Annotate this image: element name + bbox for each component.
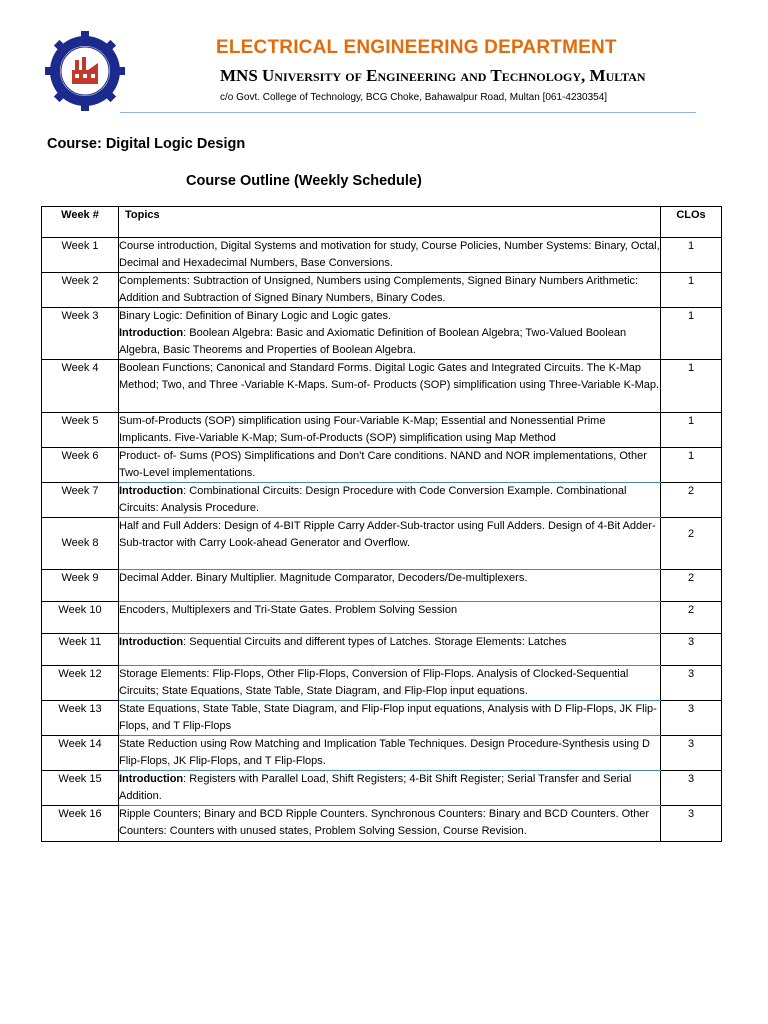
topics-cell [119,634,661,666]
introduction-label: Introduction [119,773,184,785]
topics-cell [119,736,661,771]
topics-text [119,602,660,619]
topics-cell [119,701,661,736]
topics-cell [119,602,661,634]
table-row [42,634,722,666]
topics-description: Ripple Counters; Binary and BCD Ripple Counters. Synchronous Counters: Binary and BCD Counters. Other Counters: Counters with unused states, Problem Solving Session, Course Revision. [119,808,650,837]
topics-text [119,308,660,325]
topics-description: Sum-of-Products (SOP) simplification using Four-Variable K-Map; Essential and Nonessential Prime Implicants. Five-Variable K-Map; Sum-of-Products (SOP) simplification using Map Method [119,415,606,444]
header-divider [120,112,696,113]
table-row [42,308,722,360]
header-week: Week # [42,207,119,238]
table-row [42,736,722,771]
clo-cell: 3 [661,666,722,701]
table-row [42,518,722,570]
week-cell: Week 9 [42,570,119,602]
topics-text [119,806,660,840]
clo-cell: 3 [661,701,722,736]
topics-description: : Sequential Circuits and different types of Latches. Storage Elements: Latches [183,636,567,648]
topics-description: Binary Logic: Definition of Binary Logic and Logic gates. [119,310,392,322]
topics-cell [119,360,661,413]
address-line: c/o Govt. College of Technology, BCG Choke, Bahawalpur Road, Multan [061-4230354] [220,92,608,103]
topics-cell [119,448,661,483]
topics-text [119,413,660,447]
table-row [42,666,722,701]
clo-cell: 3 [661,771,722,806]
header-clos: CLOs [661,207,722,238]
topics-description: Product- of- Sums (POS) Simplifications and Don't Care conditions. NAND and NOR implementations, Other Two-Level implementations. [119,450,647,479]
topics-text [119,666,660,700]
topics-description: : Registers with Parallel Load, Shift Registers; 4-Bit Shift Register; Serial Transfer and Serial Addition. [119,773,632,802]
clo-cell: 2 [661,518,722,570]
topics-cell [119,238,661,273]
table-row [42,448,722,483]
topics-text [119,701,660,735]
week-cell: Week 12 [42,666,119,701]
university-seal-icon [44,30,126,112]
clo-cell: 2 [661,483,722,518]
clo-cell: 1 [661,273,722,308]
topics-description: Encoders, Multiplexers and Tri-State Gates. Problem Solving Session [119,604,458,616]
clo-cell: 3 [661,736,722,771]
table-row [42,413,722,448]
week-cell: Week 11 [42,634,119,666]
table-row [42,771,722,806]
topics-cell [119,806,661,842]
table-header-row [42,207,722,238]
topics-text [119,273,660,307]
clo-cell: 1 [661,360,722,413]
clo-cell: 1 [661,238,722,273]
table-row [42,806,722,842]
topics-cell [119,518,661,570]
topics-description: Complements: Subtraction of Unsigned, Numbers using Complements, Signed Binary Numbers Arithmetic: Addition and Subtraction of Signed Binary Numbers, Binary Codes. [119,275,639,304]
topics-cell [119,273,661,308]
table-row [42,570,722,602]
table-row [42,701,722,736]
clo-cell: 2 [661,602,722,634]
clo-cell: 2 [661,570,722,602]
topics-description: : Boolean Algebra: Basic and Axiomatic Definition of Boolean Algebra; Two-Valued Boolean Algebra, Basic Theorems and Properties of Boolean Algebra. [119,327,627,356]
introduction-label: Introduction [119,327,184,339]
table-row [42,273,722,308]
week-cell: Week 4 [42,360,119,413]
week-cell: Week 1 [42,238,119,273]
course-title: Course: Digital Logic Design [47,136,246,152]
table-row [42,360,722,413]
topics-description: Half and Full Adders: Design of 4-BIT Ripple Carry Adder-Sub-tractor using Full Adders. Design of 4-Bit Adder-Sub-tractor with Carry Look-ahead Generator and Overflow. [119,520,656,549]
clo-cell: 3 [661,806,722,842]
week-cell: Week 14 [42,736,119,771]
week-cell: Week 3 [42,308,119,360]
topics-text [119,736,660,770]
week-cell: Week 7 [42,483,119,518]
clo-cell: 1 [661,448,722,483]
week-cell: Week 13 [42,701,119,736]
topics-text [119,483,660,517]
university-name: MNS University of Engineering and Technology, Multan [220,66,646,85]
week-cell: Week 15 [42,771,119,806]
topics-cell [119,570,661,602]
topics-text [119,448,660,482]
clo-cell: 1 [661,413,722,448]
department-title: ELECTRICAL ENGINEERING DEPARTMENT [216,37,617,58]
topics-text [119,238,660,272]
topics-text-continued [119,325,660,359]
topics-cell [119,666,661,701]
week-cell: Week 8 [42,518,119,570]
topics-cell [119,771,661,806]
week-cell: Week 2 [42,273,119,308]
topics-description: Boolean Functions; Canonical and Standard Forms. Digital Logic Gates and Integrated Circuits. The K-Map Method; Two, and Three -Variable K-Maps. Sum-of- Products (SOP) simplification using Three-Variable K-Map. [119,362,660,391]
schedule-table [41,206,722,842]
outline-title: Course Outline (Weekly Schedule) [186,173,422,189]
topics-cell [119,308,661,360]
week-cell: Week 6 [42,448,119,483]
week-cell: Week 10 [42,602,119,634]
introduction-label: Introduction [119,485,184,497]
clo-cell: 3 [661,634,722,666]
topics-description: Course introduction, Digital Systems and motivation for study, Course Policies, Number Systems: Binary, Octal, Decimal and Hexadecimal Numbers, Base Conversions. [119,240,660,269]
clo-cell: 1 [661,308,722,360]
topics-description: State Reduction using Row Matching and Implication Table Techniques. Design Procedure-Synthesis using D Flip-Flops, JK Flip-Flops, and T Flip-Flops. [119,738,650,767]
topics-description: : Combinational Circuits: Design Procedure with Code Conversion Example. Combinational Circuits: Analysis Procedure. [119,485,627,514]
week-cell: Week 16 [42,806,119,842]
table-row [42,602,722,634]
topics-text [119,634,660,651]
week-cell: Week 5 [42,413,119,448]
topics-cell [119,483,661,518]
topics-text [119,570,660,587]
table-row [42,483,722,518]
topics-description: Storage Elements: Flip-Flops, Other Flip-Flops, Conversion of Flip-Flops. Analysis of Clocked-Sequential Circuits; State Equations, State Table, State Diagram, and Flip-Flop input equations. [119,668,629,697]
topics-cell [119,413,661,448]
introduction-label: Introduction [119,636,184,648]
topics-description: Decimal Adder. Binary Multiplier. Magnitude Comparator, Decoders/De-multiplexers. [119,572,528,584]
header-topics: Topics [119,207,661,238]
topics-description: State Equations, State Table, State Diagram, and Flip-Flop input equations, Analysis with D Flip-Flops, JK Flip-Flops, and T Flip-Flops [119,703,657,732]
topics-text [119,518,660,552]
table-row [42,238,722,273]
topics-text [119,771,660,805]
topics-text [119,360,660,394]
